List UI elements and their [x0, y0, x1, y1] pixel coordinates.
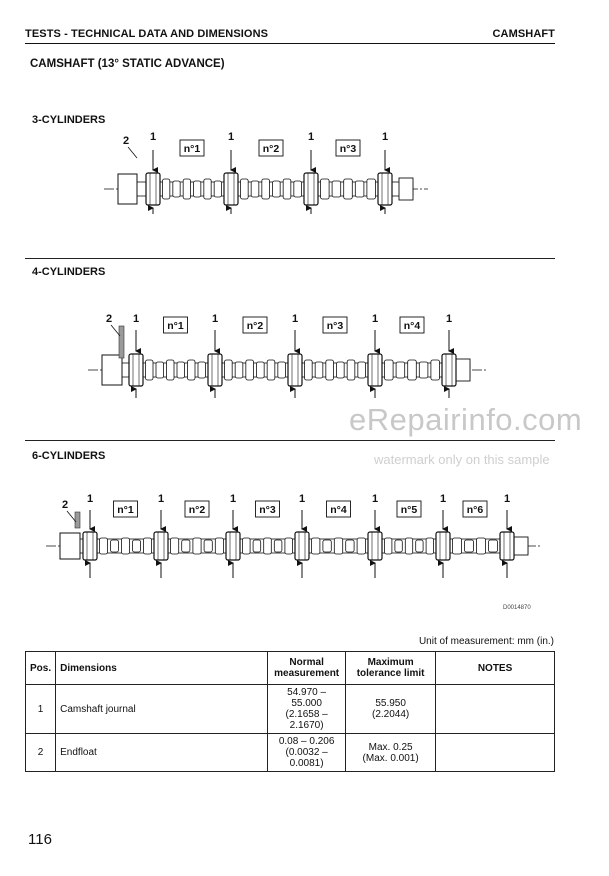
normal-in: (0.0032 – 0.0081)	[285, 747, 328, 769]
callout-1: 1	[157, 493, 165, 505]
cell-pos: 2	[26, 734, 56, 772]
cam-lobe	[416, 540, 423, 552]
cam-lobe	[133, 540, 141, 552]
shaft-end-flange	[102, 355, 122, 385]
cylinder-tag: n°1	[117, 504, 134, 516]
callout-1: 1	[291, 313, 299, 325]
shaft-end-stub	[514, 537, 528, 555]
watermark-note: watermark only on this sample	[374, 452, 550, 467]
camshaft-journal	[154, 532, 168, 560]
cam-lobe	[267, 360, 275, 380]
cam-lobe	[257, 362, 265, 378]
col-header-max: Maximum tolerance limit	[346, 652, 436, 685]
cam-lobe	[278, 362, 286, 378]
max-mm: Max. 0.25	[368, 741, 413, 753]
cam-lobe	[235, 362, 243, 378]
cam-lobe	[358, 362, 366, 378]
cam-lobe	[285, 538, 293, 554]
cam-lobe	[326, 360, 334, 380]
camshaft-journal	[146, 173, 160, 205]
cam-lobe	[453, 538, 462, 554]
callout-1: 1	[227, 131, 235, 143]
camshaft-journal	[368, 532, 382, 560]
cam-lobe	[395, 540, 402, 552]
cam-lobe	[188, 360, 196, 380]
cam-lobe	[385, 538, 392, 554]
cam-lobe	[173, 181, 180, 197]
cam-lobe	[431, 360, 440, 380]
cam-lobe	[122, 538, 130, 554]
cam-lobe	[177, 362, 185, 378]
max-in: (2.2044)	[372, 709, 410, 720]
cell-dimension: Endfloat	[56, 734, 268, 772]
callout-1: 1	[371, 493, 379, 505]
section-label-6-cylinders: 6-CYLINDERS	[32, 450, 106, 462]
cam-lobe	[274, 540, 282, 552]
cam-lobe	[408, 360, 417, 380]
cam-lobe	[156, 362, 164, 378]
cam-lobe	[489, 540, 498, 552]
camshaft-3-cylinders	[104, 131, 428, 214]
cam-lobe	[204, 179, 211, 199]
cam-lobe	[171, 538, 179, 554]
cam-lobe	[167, 360, 175, 380]
cell-normal	[268, 685, 346, 734]
cylinder-tag: n°3	[326, 320, 344, 332]
cell-notes	[436, 685, 555, 734]
camshaft-journal	[295, 532, 309, 560]
cylinder-tag: n°2	[188, 504, 206, 516]
callout-2: 2	[105, 313, 113, 325]
max-mm: 55.950	[375, 698, 406, 709]
cam-lobe	[214, 181, 221, 197]
cam-lobe	[194, 181, 201, 197]
cam-lobe	[273, 181, 281, 197]
cam-lobe	[294, 181, 302, 197]
endfloat-feeler-gauge	[75, 512, 80, 528]
col-header-pos: Pos.	[26, 652, 56, 685]
callout-1: 1	[298, 493, 306, 505]
cam-lobe	[321, 179, 330, 199]
table-header-row	[26, 652, 555, 685]
cam-lobe	[111, 540, 119, 552]
camshaft-journal	[368, 354, 382, 386]
cylinder-tag: n°2	[262, 143, 280, 155]
page-number: 116	[28, 831, 52, 848]
cam-lobe	[183, 179, 190, 199]
cell-max	[346, 734, 436, 772]
cell-pos: 1	[26, 685, 56, 734]
cam-lobe	[419, 362, 428, 378]
table-row	[26, 685, 555, 734]
cam-lobe	[323, 540, 331, 552]
shaft-end-stub	[399, 178, 413, 200]
camshaft-journal	[224, 173, 238, 205]
endfloat-feeler-gauge	[119, 326, 124, 358]
camshaft-journal	[304, 173, 318, 205]
camshaft-journal	[208, 354, 222, 386]
header-right: CAMSHAFT	[492, 28, 555, 40]
callout-2: 2	[61, 499, 69, 511]
section-label-3-cylinders: 3-CYLINDERS	[32, 114, 106, 126]
callout-1: 1	[132, 313, 140, 325]
cam-lobe	[355, 181, 364, 197]
callout-2-leader	[67, 511, 76, 522]
callout-1: 1	[307, 131, 315, 143]
cam-lobe	[146, 360, 154, 380]
camshaft-6-cylinders	[46, 493, 540, 578]
callout-2-leader	[111, 325, 120, 336]
normal-mm: 54.970 – 55.000	[287, 687, 327, 709]
cam-lobe	[346, 540, 354, 552]
cam-lobe	[396, 362, 405, 378]
cam-lobe	[144, 538, 152, 554]
callout-1: 1	[229, 493, 237, 505]
shaft-end-flange	[60, 533, 80, 559]
cell-notes	[436, 734, 555, 772]
callout-2-leader	[128, 147, 137, 158]
cam-lobe	[243, 538, 251, 554]
cell-max	[346, 685, 436, 734]
cam-lobe	[426, 538, 433, 554]
cell-dimension: Camshaft journal	[56, 685, 268, 734]
cam-lobe	[264, 538, 272, 554]
cam-lobe	[337, 362, 345, 378]
cam-lobe	[332, 181, 341, 197]
camshaft-journal	[83, 532, 97, 560]
callout-1: 1	[86, 493, 94, 505]
normal-mm: 0.08 – 0.206	[278, 736, 335, 747]
camshaft-journal	[442, 354, 456, 386]
camshaft-journal	[378, 173, 392, 205]
cylinder-tag: n°2	[246, 320, 264, 332]
cam-lobe	[334, 538, 342, 554]
cam-lobe	[198, 362, 206, 378]
cylinder-tag: n°3	[339, 143, 357, 155]
cam-lobe	[182, 540, 190, 552]
cam-lobe	[262, 179, 270, 199]
cam-lobe	[225, 360, 233, 380]
cylinder-tag: n°1	[183, 143, 201, 155]
callout-1: 1	[211, 313, 219, 325]
cam-lobe	[163, 179, 170, 199]
camshaft-journal	[226, 532, 240, 560]
cylinder-tag: n°6	[466, 504, 484, 516]
cam-lobe	[100, 538, 108, 554]
shaft-end-flange	[118, 174, 137, 204]
max-in: (Max. 0.001)	[362, 752, 419, 764]
cam-lobe	[253, 540, 261, 552]
cam-lobe	[465, 540, 474, 552]
cam-lobe	[344, 179, 353, 199]
cylinder-tag: n°5	[400, 504, 418, 516]
cam-lobe	[241, 179, 249, 199]
spec-table	[25, 651, 555, 772]
cylinder-tag: n°4	[403, 320, 421, 332]
unit-of-measurement: Unit of measurement: mm (in.)	[418, 636, 554, 647]
cylinder-tag: n°4	[330, 504, 347, 516]
camshaft-journal	[129, 354, 143, 386]
callout-1: 1	[503, 493, 511, 505]
cylinder-tag: n°1	[167, 320, 184, 332]
cam-lobe	[193, 538, 201, 554]
cam-lobe	[405, 538, 412, 554]
page-title: CAMSHAFT (13° STATIC ADVANCE)	[30, 58, 225, 70]
watermark: eRepairinfo.com	[349, 402, 583, 437]
cam-lobe	[251, 181, 259, 197]
cam-lobe	[246, 360, 254, 380]
camshaft-journal	[288, 354, 302, 386]
camshaft-journal	[500, 532, 514, 560]
cam-lobe	[312, 538, 320, 554]
section-label-4-cylinders: 4-CYLINDERS	[32, 266, 106, 278]
callout-1: 1	[445, 313, 453, 325]
col-header-normal: Normal measurement	[268, 652, 346, 685]
header-left: TESTS - TECHNICAL DATA AND DIMENSIONS	[25, 28, 269, 40]
callout-2: 2	[122, 135, 130, 147]
cam-lobe	[367, 179, 376, 199]
shaft-end-stub	[456, 359, 470, 381]
col-header-dimensions: Dimensions	[56, 652, 268, 685]
cam-lobe	[347, 360, 355, 380]
callout-1: 1	[371, 313, 379, 325]
cam-lobe	[357, 538, 365, 554]
table-row	[26, 734, 555, 772]
callout-1: 1	[381, 131, 389, 143]
cam-lobe	[477, 538, 486, 554]
cam-lobe	[315, 362, 323, 378]
cam-lobe	[215, 538, 223, 554]
callout-1: 1	[439, 493, 447, 505]
camshaft-journal	[436, 532, 450, 560]
cell-normal	[268, 734, 346, 772]
figure-code: D0014870	[503, 605, 531, 611]
cam-lobe	[283, 179, 291, 199]
camshaft-4-cylinders	[88, 313, 488, 398]
callout-1: 1	[149, 131, 157, 143]
cylinder-tag: n°3	[259, 504, 276, 516]
cam-lobe	[385, 360, 394, 380]
cam-lobe	[305, 360, 313, 380]
normal-in: (2.1658 – 2.1670)	[285, 709, 328, 731]
cam-lobe	[204, 540, 212, 552]
col-header-notes: NOTES	[436, 652, 555, 685]
